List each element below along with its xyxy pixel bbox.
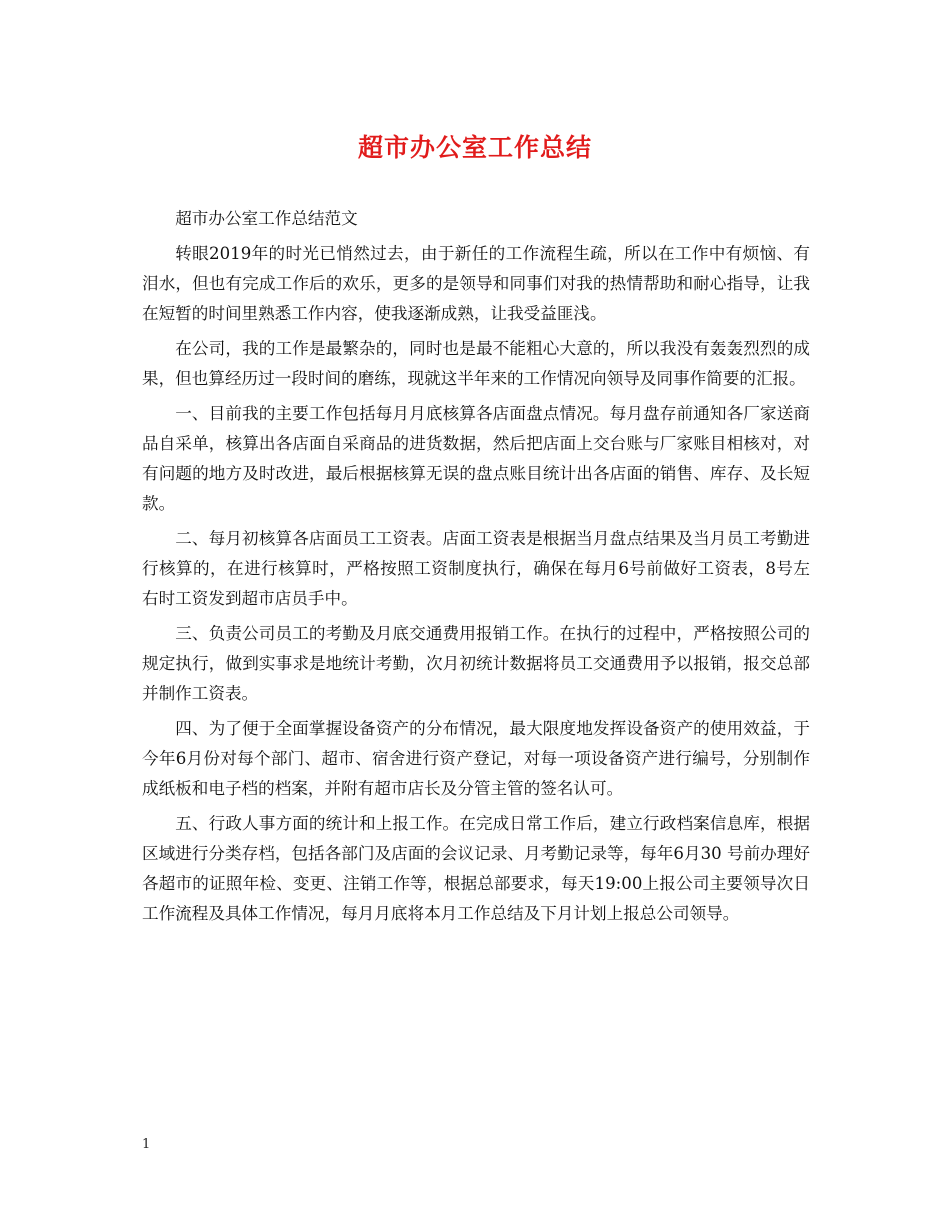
- paragraph-item-2: 二、每月初核算各店面员工工资表。店面工资表是根据当月盘点结果及当月员工考勤进行核算的，在进行核算时，严格按照工资制度执行，确保在每月6号前做好工资表，8号左右时工资发到超市店员手中。: [142, 529, 810, 608]
- paragraph-item-5: 五、行政人事方面的统计和上报工作。在完成日常工作后，建立行政档案信息库，根据区域进行分类存档，包括各部门及店面的会议记录、月考勤记录等，每年6月30 号前办理好各超市的证照年检、变更、注销工作等，根据总部要求，每天19:00上报公司主要领导次日工作流程及具体工作情况，每月月底将本月工作总结及下月计划上报总公司领导。: [142, 814, 810, 923]
- page-number: 1: [142, 1137, 151, 1152]
- paragraph-subtitle: 超市办公室工作总结范文: [175, 209, 358, 228]
- paragraph-item-1: 一、目前我的主要工作包括每月月底核算各店面盘点情况。每月盘存前通知各厂家送商品自采单，核算出各店面自采商品的进货数据，然后把店面上交台账与厂家账目相核对，对有问题的地方及时改进，最后根据核算无误的盘点账目统计出各店面的销售、库存、及长短款。: [142, 404, 810, 513]
- paragraph-item-3: 三、负责公司员工的考勤及月底交通费用报销工作。在执行的过程中，严格按照公司的规定执行，做到实事求是地统计考勤，次月初统计数据将员工交通费用予以报销，报交总部并制作工资表。: [142, 624, 810, 703]
- document-title: 超市办公室工作总结: [357, 133, 592, 162]
- document-body: [142, 204, 810, 934]
- paragraph-item-4: 四、为了便于全面掌握设备资产的分布情况，最大限度地发挥设备资产的使用效益，于今年6月份对每个部门、超市、宿舍进行资产登记，对每一项设备资产进行编号，分别制作成纸板和电子档的档案，并附有超市店长及分管主管的签名认可。: [142, 719, 810, 798]
- paragraph-overview: 在公司，我的工作是最繁杂的，同时也是最不能粗心大意的，所以我没有轰轰烈烈的成果，但也算经历过一段时间的磨练，现就这半年来的工作情况向领导及同事作简要的汇报。: [142, 339, 810, 388]
- paragraph-intro: 转眼2019年的时光已悄然过去，由于新任的工作流程生疏，所以在工作中有烦恼、有泪水，但也有完成工作后的欢乐，更多的是领导和同事们对我的热情帮助和耐心指导，让我在短暂的时间里熟悉工作内容，使我逐渐成熟，让我受益匪浅。: [142, 244, 810, 323]
